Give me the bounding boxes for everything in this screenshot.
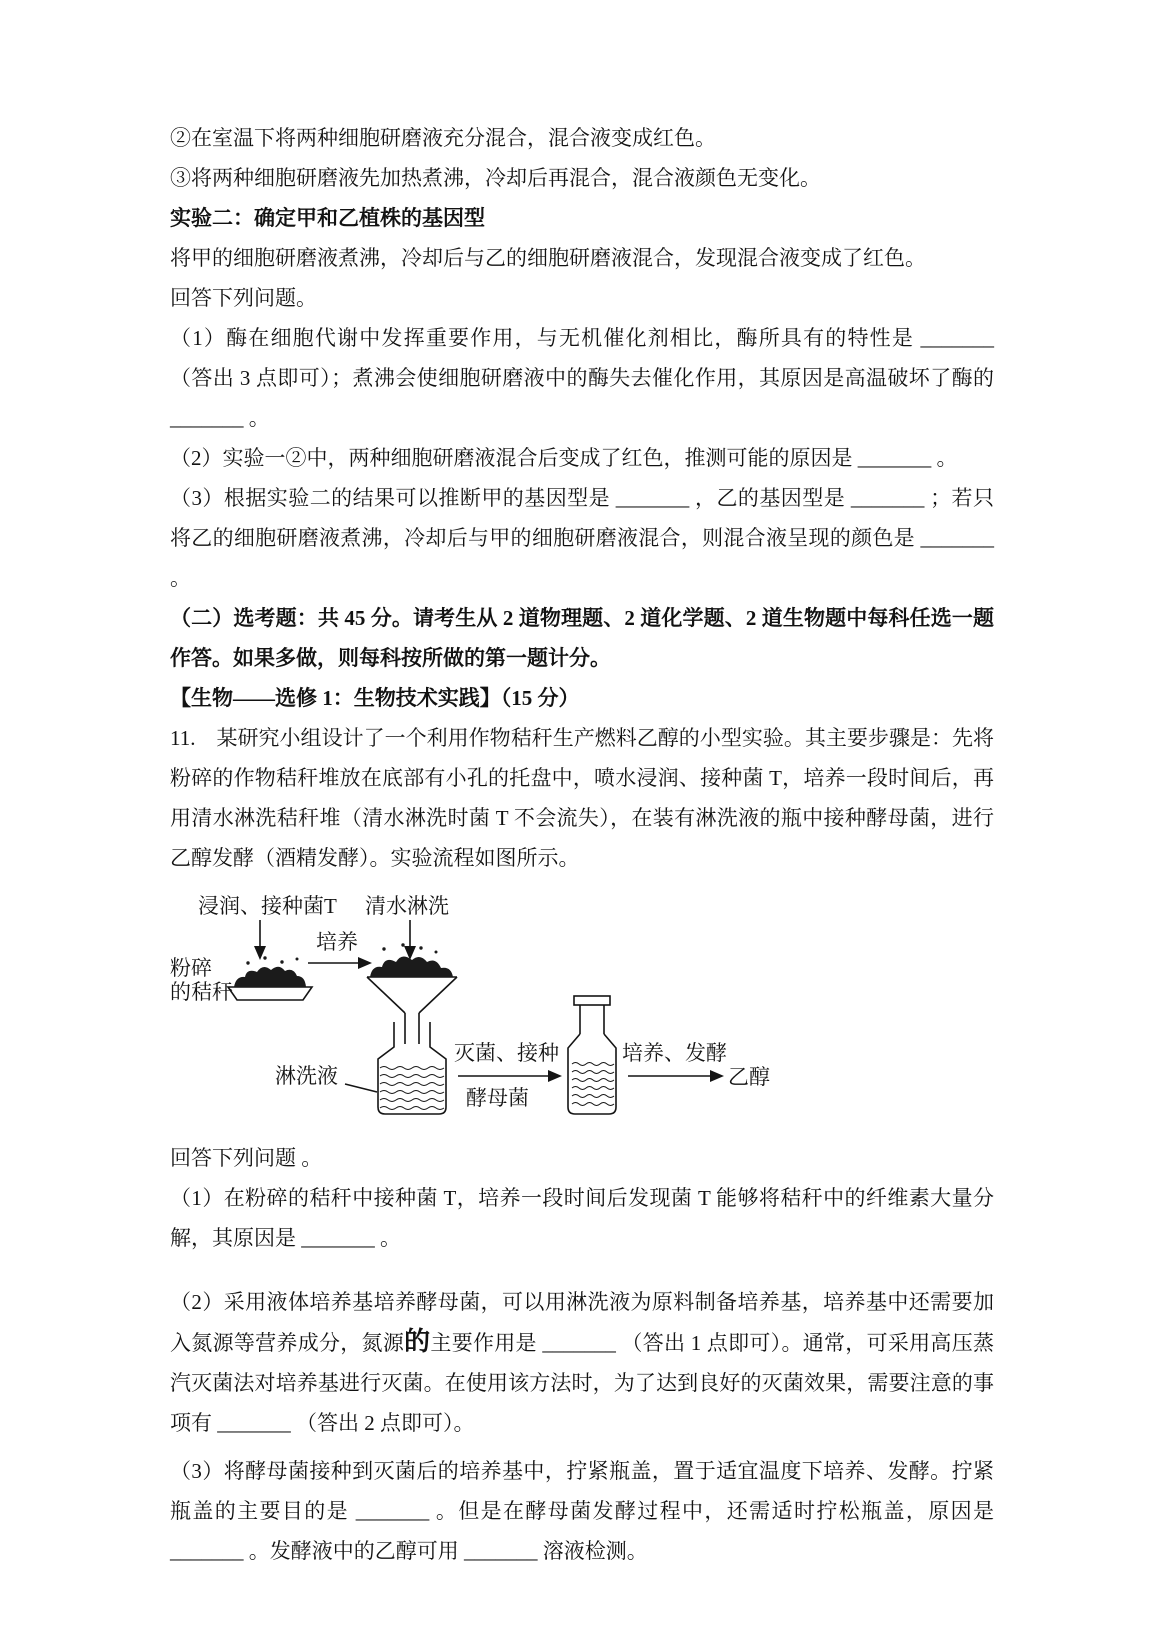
question-11-2-text-pre: （2）采用液体培养基培养酵母菌，可以用淋洗液为原料制备培养基，培养基中还需要加入氮源等营养成分，氮源 — [170, 1290, 994, 1355]
wash-liquid-label: 淋洗液 — [275, 1064, 338, 1088]
cultivate-ferment-label: 培养、发酵 — [622, 1041, 727, 1065]
bottle-liquid-wave — [572, 1063, 614, 1066]
yeast-label-line2: 酵母菌 — [466, 1086, 529, 1110]
soak-inoculate-label: 浸润、接种菌T — [198, 894, 337, 918]
answer-prompt-1: 回答下列问题。 — [170, 286, 317, 310]
question-10-1: （1）酶在细胞代谢中发挥重要作用，与无机催化剂相比，酶所具有的特性是 _______ （答出 3 点即可）；煮沸会使细胞研磨液中的酶失去催化作用，其原因是高温破坏了酶的 _______ 。 — [170, 326, 994, 430]
flask-liquid-wave — [380, 1067, 444, 1070]
question-11-2-emphasis: 的 — [404, 1327, 431, 1356]
answer-prompt-2: 回答下列问题 。 — [170, 1146, 323, 1170]
straw-speck — [435, 951, 438, 954]
straw-speck — [401, 943, 404, 946]
biology-elective-heading: 【生物——选修 1：生物技术实践】（15 分） — [170, 686, 580, 710]
flask-liquid-wave — [380, 1107, 444, 1110]
crushed-straw-label-line2: 的秸秆 — [170, 980, 233, 1004]
flask-liquid-wave — [380, 1091, 444, 1094]
flask-liquid-wave — [380, 1099, 444, 1102]
question-10-3: （3）根据实验二的结果可以推断甲的基因型是 _______ ，乙的基因型是 _______ ；若只将乙的细胞研磨液煮沸，冷却后与甲的细胞研磨液混合，则混合液呈现的颜色是 _______ 。 — [170, 486, 994, 590]
question-11-2-text-post: 主要作用是 _______ （答出 1 点即可）。通常，可采用高压蒸汽灭菌法对培养基进行灭菌。在使用该方法时，为了达到良好的灭菌效果，需要注意的事项有 _______ （答出 2 点即可）。 — [170, 1331, 995, 1435]
question-11-1: （1）在粉碎的秸秆中接种菌 T，培养一段时间后发现菌 T 能够将秸秆中的纤维素大量分解，其原因是 _______ 。 — [170, 1186, 994, 1250]
straw-speck — [419, 946, 422, 949]
exam-content — [170, 118, 994, 1571]
cultivate-arrowhead — [358, 957, 372, 969]
wash-liquid-pointer — [345, 1084, 377, 1092]
sterilize-arrowhead — [548, 1070, 562, 1082]
experiment2-description: 将甲的细胞研磨液煮沸，冷却后与乙的细胞研磨液混合，发现混合液变成了红色。 — [170, 246, 926, 270]
funnel-left-side — [367, 977, 405, 1013]
straw-speck — [263, 956, 266, 959]
cultivate-label: 培养 — [316, 930, 358, 954]
question-11-intro: 11. 某研究小组设计了一个利用作物秸秆生产燃料乙醇的小型实验。其主要步骤是：先将粉碎的作物秸秆堆放在底部有小孔的托盘中，喷水浸润、接种菌 T，培养一段时间后，再用清水淋洗秸秆堆（清水淋洗时菌 T 不会流失），在装有淋洗液的瓶中接种酵母菌，进行乙醇发酵（酒精发酵）。实验流程如图所示。 — [170, 726, 994, 870]
straw-speck — [280, 960, 283, 963]
flask-liquid-wave — [380, 1075, 444, 1078]
experiment2-heading: 实验二：确定甲和乙植株的基因型 — [170, 206, 485, 230]
sterilize-inoculate-label-line1: 灭菌、接种 — [454, 1041, 559, 1065]
experiment-flow-diagram — [170, 886, 994, 1132]
bottle-liquid-wave — [572, 1071, 614, 1074]
straw-speck — [382, 947, 385, 950]
question-11-2 — [170, 1282, 994, 1443]
straw-speck — [296, 958, 299, 961]
experiment1-step2: ②在室温下将两种细胞研磨液充分混合，混合液变成红色。 — [170, 126, 716, 150]
water-rinse-label: 清水淋洗 — [365, 894, 449, 918]
straw-speck — [246, 961, 249, 964]
crushed-straw-label-line1: 粉碎 — [170, 956, 212, 980]
flow-diagram-svg — [170, 886, 850, 1126]
bottle-liquid-wave — [572, 1087, 614, 1090]
flask-liquid-wave — [380, 1083, 444, 1086]
elective-section-heading: （二）选考题：共 45 分。请考生从 2 道物理题、2 道化学题、2 道生物题中每科任选一题作答。如果多做，则每科按所做的第一题计分。 — [170, 606, 994, 670]
straw-pile-on-funnel — [370, 956, 453, 977]
straw-pile-on-tray — [234, 967, 306, 987]
funnel-right-side — [419, 977, 457, 1013]
experiment1-step3: ③将两种细胞研磨液先加热煮沸，冷却后再混合，混合液颜色无变化。 — [170, 166, 821, 190]
question-10-2: （2）实验一②中，两种细胞研磨液混合后变成了红色，推测可能的原因是 _______ 。 — [170, 446, 958, 470]
bottle-liquid-wave — [572, 1079, 614, 1082]
bottle-lip — [574, 996, 610, 1005]
ethanol-label: 乙醇 — [728, 1065, 770, 1089]
bottle-liquid-wave — [572, 1103, 614, 1106]
question-11-3: （3）将酵母菌接种到灭菌后的培养基中，拧紧瓶盖，置于适宜温度下培养、发酵。拧紧瓶盖的主要目的是 _______ 。但是在酵母菌发酵过程中，还需适时拧松瓶盖，原因是 _______ 。发酵液中的乙醇可用 _______ 溶液检测。 — [170, 1459, 994, 1563]
bottle-liquid-wave — [572, 1095, 614, 1098]
ferment-arrowhead — [710, 1070, 724, 1082]
straw-tray — [228, 987, 312, 1000]
